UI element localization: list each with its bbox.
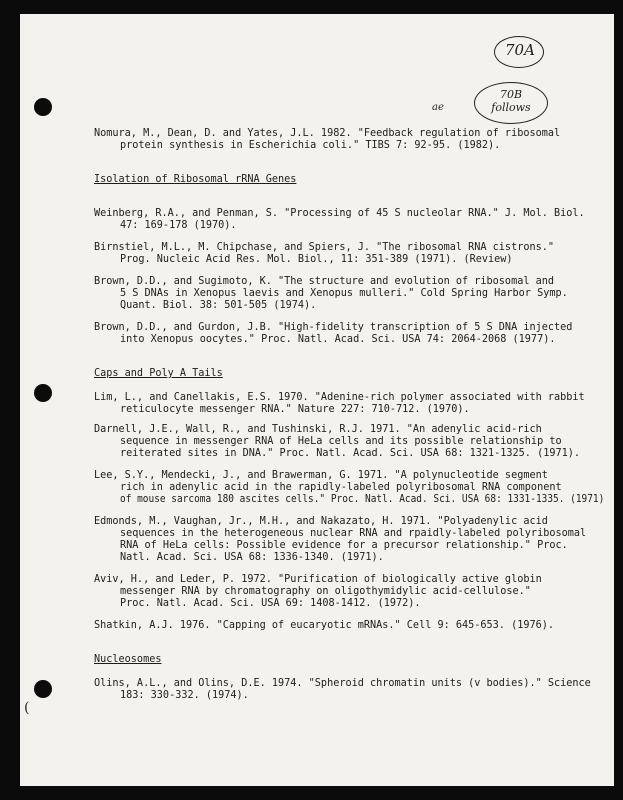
ref-lee-line-2: rich in adenylic acid in the rapidly-labeled polyribosomal RNA component	[120, 482, 562, 493]
ref-lim-line-1: Lim, L., and Canellakis, E.S. 1970. "Adenine-rich polymer associated with rabbit	[94, 392, 585, 403]
heading-caps: Caps and Poly A Tails	[94, 368, 223, 379]
ref-birnstiel-line-2: Prog. Nucleic Acid Res. Mol. Biol., 11: 351-389 (1971). (Review)	[120, 254, 513, 265]
margin-pencil-mark: (	[24, 700, 30, 716]
ref-birnstiel-line-1: Birnstiel, M.L., M. Chipchase, and Spiers, J. "The ribosomal RNA cistrons."	[94, 242, 555, 253]
ref-lim-line-2: reticulocyte messenger RNA." Nature 227: 710-712. (1970).	[120, 404, 470, 415]
ref-darnell-line-1: Darnell, J.E., Wall, R., and Tushinski, R.J. 1971. "An adenylic acid-rich	[94, 424, 542, 435]
ref-nomura-line-2: protein synthesis in Escherichia coli." TIBS 7: 92-95. (1982).	[120, 140, 501, 151]
ref-edmonds-line-4: Natl. Acad. Sci. USA 68: 1336-1340. (1971).	[120, 552, 384, 563]
follows-note-annotation: 70B follows	[491, 88, 531, 114]
ref-brown-2-line-1: Brown, D.D., and Gurdon, J.B. "High-fidelity transcription of 5 S DNA injected	[94, 322, 573, 333]
ref-aviv-line-1: Aviv, H., and Leder, P. 1972. "Purification of biologically active globin	[94, 574, 542, 585]
ref-olins-line-2: 183: 330-332. (1974).	[120, 690, 249, 701]
ref-brown-1-line-3: Quant. Biol. 38: 501-505 (1974).	[120, 300, 317, 311]
ref-lee-line-3: of mouse sarcoma 180 ascites cells." Proc. Natl. Acad. Sci. USA 68: 1331-1335. (1971)	[120, 494, 605, 505]
ref-brown-2-line-2: into Xenopus oocytes." Proc. Natl. Acad. Sci. USA 74: 2064-2068 (1977).	[120, 334, 556, 345]
ref-nomura-line-1: Nomura, M., Dean, D. and Yates, J.L. 1982. "Feedback regulation of ribosomal	[94, 128, 561, 139]
ref-edmonds-line-1: Edmonds, M., Vaughan, Jr., M.H., and Nakazato, H. 1971. "Polyadenylic acid	[94, 516, 548, 527]
ref-weinberg-line-1: Weinberg, R.A., and Penman, S. "Processing of 45 S nucleolar RNA." J. Mol. Biol.	[94, 208, 585, 219]
ref-edmonds-line-2: sequences in the heterogeneous nuclear RNA and rpaidly-labeled polyribosomal	[120, 528, 587, 539]
punch-hole-bottom	[34, 680, 52, 698]
ref-darnell-line-3: reiterated sites in DNA." Proc. Natl. Acad. Sci. USA 68: 1321-1325. (1971).	[120, 448, 581, 459]
ref-shatkin-line-1: Shatkin, A.J. 1976. "Capping of eucaryotic mRNAs." Cell 9: 645-653. (1976).	[94, 620, 555, 631]
ref-aviv-line-3: Proc. Natl. Acad. Sci. USA 69: 1408-1412. (1972).	[120, 598, 421, 609]
heading-isolation: Isolation of Ribosomal rRNA Genes	[94, 174, 297, 185]
margin-mark: ae	[432, 102, 444, 113]
ref-weinberg-line-2: 47: 169-178 (1970).	[120, 220, 237, 231]
ref-lee-line-1: Lee, S.Y., Mendecki, J., and Brawerman, G. 1971. "A polynucleotide segment	[94, 470, 548, 481]
punch-hole-middle	[34, 384, 52, 402]
ref-brown-1-line-2: 5 S DNAs in Xenopus laevis and Xenopus mulleri." Cold Spring Harbor Symp.	[120, 288, 568, 299]
ref-edmonds-line-3: RNA of HeLa cells: Possible evidence for a precursor relationship." Proc.	[120, 540, 568, 551]
punch-hole-top	[34, 98, 52, 116]
ref-olins-line-1: Olins, A.L., and Olins, D.E. 1974. "Spheroid chromatin units (v bodies)." Science	[94, 678, 591, 689]
heading-nucleosomes: Nucleosomes	[94, 654, 162, 665]
ref-brown-1-line-1: Brown, D.D., and Sugimoto, K. "The structure and evolution of ribosomal and	[94, 276, 555, 287]
ref-darnell-line-2: sequence in messenger RNA of HeLa cells and its possible relationship to	[120, 436, 562, 447]
ref-aviv-line-2: messenger RNA by chromatography on oligothymidylic acid-cellulose."	[120, 586, 531, 597]
page-number-annotation: 70A	[505, 41, 535, 59]
